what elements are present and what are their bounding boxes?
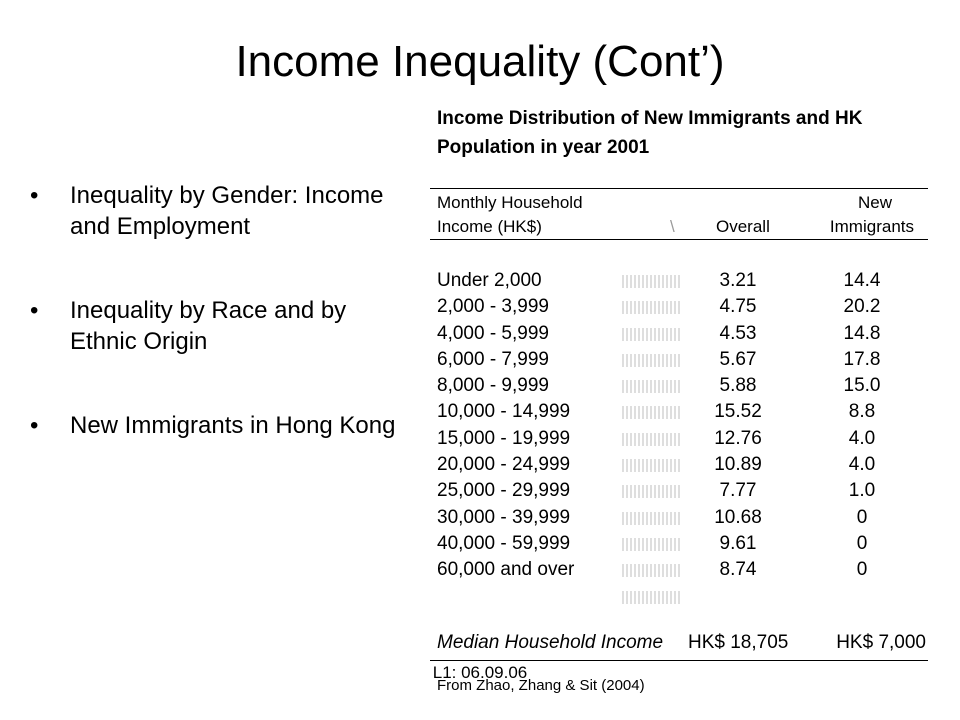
table-heading [437, 104, 928, 162]
overall-cell: 4.75 [719, 296, 757, 318]
new-immigrants-cell: 0 [856, 559, 868, 581]
faded-mark [622, 433, 680, 446]
table-row [430, 478, 928, 504]
overall-cell: 9.61 [719, 532, 757, 554]
bullet-marker: • [30, 182, 39, 209]
table-row [430, 452, 928, 478]
income-bracket-cell: 30,000 - 39,999 [437, 506, 571, 528]
new-immigrants-cell: 4.0 [848, 454, 876, 476]
header-income-label: Income (HK$) [437, 217, 542, 236]
new-immigrants-cell: 15.0 [843, 375, 881, 397]
bullet-list [30, 180, 410, 494]
table-row [430, 557, 928, 583]
new-immigrants-cell: 0 [856, 506, 868, 528]
overall-cell: 15.52 [714, 401, 762, 423]
bullet-text: Inequality by Race and by Ethnic Origin [70, 297, 347, 355]
new-immigrants-cell: 0 [856, 532, 868, 554]
overall-cell: 10.68 [714, 506, 762, 528]
overall-cell: 5.67 [719, 348, 757, 370]
faded-mark [622, 380, 680, 393]
median-overall-value: HK$ 18,705 [688, 631, 789, 653]
slide-footer: L1: 06.09.06 [432, 663, 528, 682]
faded-mark [622, 485, 680, 498]
income-bracket-cell: 8,000 - 9,999 [437, 375, 549, 397]
bullet-item-race [30, 295, 410, 357]
median-label: Median Household Income [437, 631, 664, 653]
table-row [430, 505, 928, 531]
overall-cell: 3.21 [719, 270, 757, 291]
new-immigrants-cell: 1.0 [848, 480, 876, 502]
bullet-item-immigrants [30, 410, 410, 441]
income-bracket-cell: 10,000 - 14,999 [437, 401, 571, 423]
income-bracket-cell: Under 2,000 [437, 270, 542, 291]
table-row [430, 373, 928, 399]
overall-cell: 10.89 [714, 454, 762, 476]
faded-mark [622, 512, 680, 525]
table-heading-line: Income Distribution of New Immigrants and HK [437, 108, 863, 129]
header-mark: \ [670, 217, 675, 236]
income-bracket-cell: 60,000 and over [437, 559, 575, 581]
table-body [430, 268, 928, 610]
faded-mark [622, 564, 680, 577]
table-heading-line: Population in year 2001 [437, 137, 650, 158]
table-row [430, 321, 928, 347]
new-immigrants-cell: 14.4 [843, 270, 881, 291]
overall-cell: 12.76 [714, 427, 762, 449]
header-overall-label: Overall [716, 217, 770, 236]
slide-title: Income Inequality (Cont’) [235, 37, 725, 86]
overall-cell: 5.88 [719, 375, 757, 397]
faded-mark [622, 538, 680, 551]
faded-mark [622, 301, 680, 314]
income-distribution-table [430, 104, 928, 694]
new-immigrants-cell: 4.0 [848, 427, 876, 449]
table-row [430, 531, 928, 557]
table-row [430, 268, 928, 294]
header-income-label: Monthly Household [437, 193, 583, 212]
bullet-marker: • [30, 297, 39, 324]
source-citation: From Zhao, Zhang & Sit (2004) [437, 676, 645, 694]
overall-cell: 7.77 [719, 480, 757, 502]
header-new-label: Immigrants [829, 217, 914, 236]
income-bracket-cell: 40,000 - 59,999 [437, 532, 571, 554]
bullet-text: New Immigrants in Hong Kong [70, 412, 396, 439]
faded-row [430, 584, 928, 610]
faded-mark [622, 354, 680, 367]
table-row [430, 399, 928, 425]
income-bracket-cell: 6,000 - 7,999 [437, 348, 549, 370]
faded-mark [622, 406, 680, 419]
table-header-rule [430, 239, 928, 240]
overall-cell: 8.74 [719, 559, 757, 581]
median-new-immigrants-value: HK$ 7,000 [836, 631, 926, 653]
faded-mark [622, 591, 680, 604]
bullet-item-gender [30, 180, 410, 242]
income-bracket-cell: 4,000 - 5,999 [437, 322, 549, 344]
new-immigrants-cell: 8.8 [848, 401, 876, 423]
median-row [430, 630, 928, 660]
table-row [430, 347, 928, 373]
new-immigrants-cell: 17.8 [843, 348, 881, 370]
income-bracket-cell: 2,000 - 3,999 [437, 296, 549, 318]
faded-mark [622, 459, 680, 472]
income-bracket-cell: 25,000 - 29,999 [437, 480, 571, 502]
bullet-marker: • [30, 412, 39, 439]
table-row [430, 294, 928, 320]
table-row [430, 426, 928, 452]
income-bracket-cell: 15,000 - 19,999 [437, 427, 571, 449]
income-bracket-cell: 20,000 - 24,999 [437, 454, 571, 476]
new-immigrants-cell: 14.8 [843, 322, 881, 344]
overall-cell: 4.53 [719, 322, 757, 344]
faded-mark [622, 328, 680, 341]
new-immigrants-cell: 20.2 [843, 296, 881, 318]
bullet-text: Inequality by Gender: Income and Employment [70, 182, 384, 240]
faded-mark [622, 275, 680, 288]
header-new-label: New [857, 193, 892, 212]
table-bottom-rule [430, 660, 928, 661]
table-header [430, 189, 928, 239]
